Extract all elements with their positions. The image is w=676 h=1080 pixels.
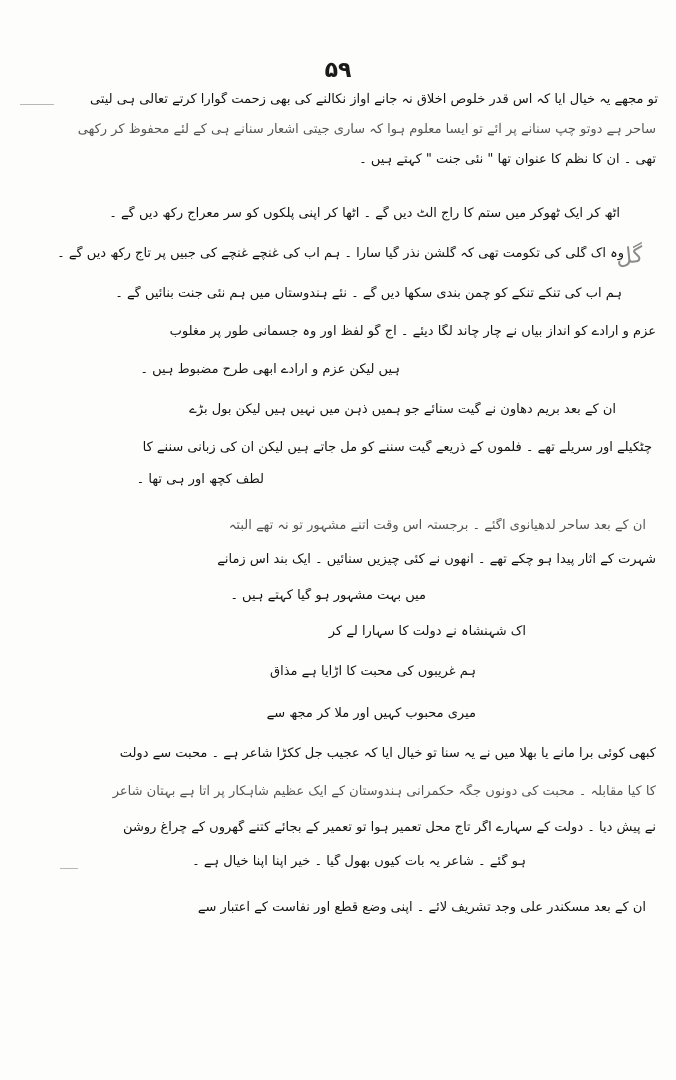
text-line: ہیں لیکن عزم و ارادے ابھی طرح مضبوط ہیں ۔ [140, 362, 400, 377]
text-line: ساحر ہے دوتو چپ سنانے پر آئے تو ایسا معلوم ہوا کہ ساری جیتی اشعار سنانے ہی کے لئے محفوظ کر رکھی [77, 122, 656, 137]
text-line: میں بہت مشہور ہو گیا کہتے ہیں ۔ [230, 588, 426, 603]
text-line: چٹکیلے اور سریلے تھے ۔ فلموں کے ذریعے گیت سننے کو مل جاتے ہیں لیکن ان کی زبانی سننے کا [142, 440, 652, 455]
text-line: تھی ۔ ان کا نظم کا عنوان تھا " نئی جنت " کہتے ہیں ۔ [359, 152, 656, 167]
text-line: نے پیش دیا ۔ دولت کے سہارے اگر تاج محل تعمیر ہوا تو تعمیر کے بجائے کتنے گھروں کے چراغ روشن [123, 820, 656, 835]
text-line: کا کیا مقابلہ ۔ محبت کی دونوں جگہ حکمرانی ہندوستان کے ایک عظیم شاہکار پر آتا ہے بہتان شاعر [112, 784, 656, 799]
text-line: عزم و ارادے کو انداز بیاں نے چار چاند لگا دیئے ۔ آج گو لفظ اور وہ جسمانی طور پر مغلوب [169, 324, 656, 339]
text-line: اٹھ کر ایک ٹھوکر میں ستم کا راج الٹ دیں گے ۔ اٹھا کر اپنی پلکوں کو سر معراج رکھ دیں گے ۔ [109, 206, 620, 221]
text-line: تو مجھے یہ خیال آیا کہ اس قدر خلوص اخلاق نہ جانے آواز نکالنے کی بھی زحمت گوارا کرتے تعالی ہی لیتی [89, 92, 658, 107]
text-line: لطف کچھ اور ہی تھا ۔ [136, 472, 264, 487]
text-line: ان کے بعد مسکندر علی وجد تشریف لائے ۔ اپنی وضع قطع اور نفاست کے اعتبار سے [197, 900, 646, 915]
pencil-mark [60, 868, 78, 869]
pencil-mark [20, 104, 54, 105]
verse-line: ہم غریبوں کی محبت کا اڑایا ہے مذاق [270, 664, 476, 679]
text-line: شہرت کے آثار پیدا ہو چکے تھے ۔ انھوں نے کئی چیزیں سنائیں ۔ ایک بند اس زمانے [217, 552, 656, 567]
page-number: ۵۹ [324, 58, 352, 83]
text-line: ان کے بعد بریم دھاون نے گیت سنائے جو ہمیں ذہن میں نہیں ہیں لیکن بول بڑے [189, 402, 616, 417]
text-line: ہو گئے ۔ شاعر یہ بات کیوں بھول گیا ۔ خیر اپنا اپنا خیال ہے ۔ [192, 854, 526, 869]
text-line: کبھی کوئی برا مانے یا بھلا میں نے یہ سنا تو خیال آیا کہ عجیب جل ککڑا شاعر ہے ۔ محبت سے دولت [119, 746, 656, 761]
text-line: وہ اک گلی کی تکومت تھی کہ گلشن نذر گیا سارا ۔ ہم اب کی غنچے غنچے کی جبیں پر تاج رکھ دیں گے ۔ [57, 246, 624, 261]
verse-line: اک شہنشاہ نے دولت کا سہارا لے کر [328, 624, 526, 639]
text-line: ہم اب کی تنکے تنکے کو چمن بندی سکھا دیں گے ۔ نئے ہندوستاں میں ہم نئی جنت بنائیں گے ۔ [115, 286, 622, 301]
verse-line: میری محبوب کہیں اور ملا کر مجھ سے [266, 706, 476, 721]
margin-note: گل [614, 242, 645, 271]
text-line: ان کے بعد ساحر لدھیانوی آگئے ۔ برجستہ اس وقت اتنے مشہور تو نہ تھے البتہ [228, 518, 646, 533]
